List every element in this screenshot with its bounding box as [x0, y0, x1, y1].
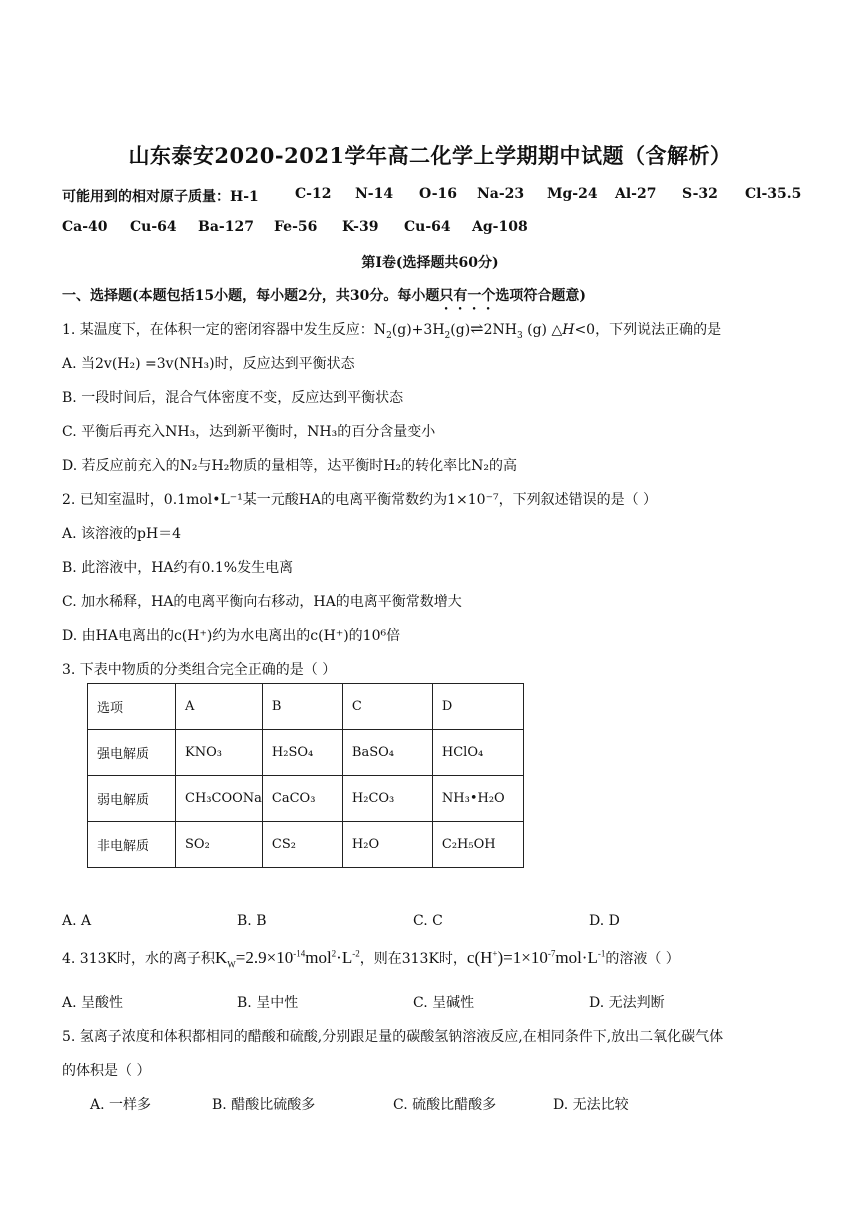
q2-option-c: C. 加水稀释，HA的电离平衡向右移动，HA的电离平衡常数增大	[62, 594, 462, 610]
table-cell: BaSO₄	[342, 730, 432, 776]
q4-option-d: D. 无法判断	[589, 995, 665, 1011]
q3-option-c: C. C	[413, 913, 443, 929]
table-cell: 弱电解质	[88, 776, 176, 822]
table-cell: NH₃•H₂O	[432, 776, 523, 822]
atomic-mass: Na-23	[477, 186, 525, 202]
section-heading-post: 选项符合题意)	[495, 288, 586, 304]
atomic-mass: Cu-64	[404, 219, 451, 235]
q5-option-b: B. 醋酸比硫酸多	[212, 1097, 316, 1113]
q1-option-b: B. 一段时间后，混合气体密度不变，反应达到平衡状态	[62, 390, 404, 406]
question-5-stem-line1: 5. 氢离子浓度和体积都相同的醋酸和硫酸,分别跟足量的碳酸氢钠溶液反应,在相同条件下,放出二氧化碳气体	[62, 1029, 724, 1045]
volume-title: 第Ⅰ卷(选择题共60分)	[361, 255, 499, 271]
section-heading-emphasis: 只有一个	[439, 288, 496, 304]
atomic-masses-label: 可能用到的相对原子质量：	[62, 189, 230, 205]
q4-option-a: A. 呈酸性	[62, 995, 124, 1011]
q4-options	[62, 992, 802, 1012]
page-title: 山东泰安2020-2021学年高二化学上学期期中试题（含解析）	[128, 143, 732, 168]
section-heading-pre: 一、选择题(本题包括15小题，每小题2分，共30分。每小题	[62, 288, 440, 304]
q4-option-c: C. 呈碱性	[413, 995, 475, 1011]
question-3-stem: 3. 下表中物质的分类组合完全正确的是（ ）	[62, 662, 337, 678]
atomic-mass: Fe-56	[274, 219, 318, 235]
q1-stem-tail: ，下列说法正确的是	[595, 322, 722, 338]
table-cell: HClO₄	[432, 730, 523, 776]
q3-option-a: A. A	[62, 913, 92, 929]
atomic-mass: N-14	[355, 186, 394, 202]
table-cell: H₂CO₃	[342, 776, 432, 822]
q4-option-b: B. 呈中性	[237, 995, 299, 1011]
equilibrium-arrow-icon: ⇌	[470, 319, 484, 338]
q2-option-d: D. 由HA电离出的c(H⁺)约为水电离出的c(H⁺)的10⁶倍	[62, 628, 401, 644]
q2-option-a: A. 该溶液的pH＝4	[62, 526, 182, 542]
table-row	[88, 730, 524, 776]
q5-option-d: D. 无法比较	[553, 1097, 629, 1113]
atomic-mass: Cu-64	[130, 219, 177, 235]
table-cell: A	[176, 684, 263, 730]
question-2-stem: 2. 已知室温时，0.1mol•L⁻¹某一元酸HA的电离平衡常数约为1×10⁻⁷，下列叙述错误的是（ ）	[62, 492, 658, 508]
table-row	[88, 684, 524, 730]
question-1-stem: 1. 某温度下，在体积一定的密闭容器中发生反应：$N_2(g)+3H_2(g)\rightleftharpoons 2NH_3$ (g) △H<0，下列说法正确的是	[62, 319, 722, 341]
q5-option-c: C. 硫酸比醋酸多	[393, 1097, 497, 1113]
kw-expression: $K_W=2.9\times 10^{-14}mol^2\cdot L^{-2}$	[215, 948, 360, 970]
atomic-mass: Ba-127	[198, 219, 254, 235]
table-cell: CS₂	[262, 822, 342, 868]
table-cell: H₂O	[342, 822, 432, 868]
q5-option-a: A. 一样多	[90, 1097, 152, 1113]
atomic-mass: Mg-24	[547, 186, 598, 202]
q4-stem-post: 的溶液（ ）	[605, 951, 680, 967]
classification-table	[87, 683, 524, 868]
q1-option-a: A. 当2v(H₂) =3v(NH₃)时，反应达到平衡状态	[62, 356, 355, 372]
atomic-mass: H-1	[230, 189, 259, 205]
table-cell: SO₂	[176, 822, 263, 868]
q3-options	[62, 913, 802, 933]
atomic-masses-row2	[62, 219, 528, 235]
q4-stem-mid: ，则在313K时，	[359, 951, 467, 967]
question-4-stem	[62, 948, 680, 969]
section-heading	[62, 285, 586, 313]
table-cell: CaCO₃	[262, 776, 342, 822]
table-cell: B	[262, 684, 342, 730]
question-5-stem-line2: 的体积是（ ）	[62, 1063, 151, 1079]
table-cell: 非电解质	[88, 822, 176, 868]
atomic-mass: Ca-40	[62, 219, 108, 235]
atomic-mass: Ag-108	[472, 219, 528, 235]
atomic-mass: S-32	[682, 186, 718, 202]
table-cell: C	[342, 684, 432, 730]
q1-option-d: D. 若反应前充入的N₂与H₂物质的量相等，达平衡时H₂的转化率比N₂的高	[62, 458, 517, 474]
q2-option-b: B. 此溶液中，HA约有0.1%发生电离	[62, 560, 294, 576]
q3-option-d: D. D	[589, 913, 620, 929]
q1-option-c: C. 平衡后再充入NH₃，达到新平衡时，NH₃的百分含量变小	[62, 424, 436, 440]
q5-options	[90, 1094, 790, 1114]
table-cell: CH₃COONa	[176, 776, 263, 822]
table-cell: H₂SO₄	[262, 730, 342, 776]
hydrogen-ion-expression: $c(H^+)=1\times 10^{-7}mol\cdot L^{-1}$	[466, 948, 606, 967]
atomic-mass: Al-27	[615, 186, 657, 202]
atomic-mass: Cl-35.5	[745, 186, 802, 202]
atomic-masses-row1	[62, 186, 802, 206]
table-row	[88, 822, 524, 868]
table-cell: 强电解质	[88, 730, 176, 776]
atomic-mass: O-16	[419, 186, 458, 202]
atomic-mass: K-39	[342, 219, 379, 235]
q3-option-b: B. B	[237, 913, 267, 929]
q1-stem-text: 1. 某温度下，在体积一定的密闭容器中发生反应：N	[62, 322, 387, 338]
table-row	[88, 776, 524, 822]
table-cell: 选项	[88, 684, 176, 730]
table-cell: D	[432, 684, 523, 730]
q4-stem-pre: 4. 313K时，水的离子积	[62, 951, 215, 967]
table-cell: KNO₃	[176, 730, 263, 776]
atomic-mass: C-12	[295, 186, 332, 202]
table-cell: C₂H₅OH	[432, 822, 523, 868]
